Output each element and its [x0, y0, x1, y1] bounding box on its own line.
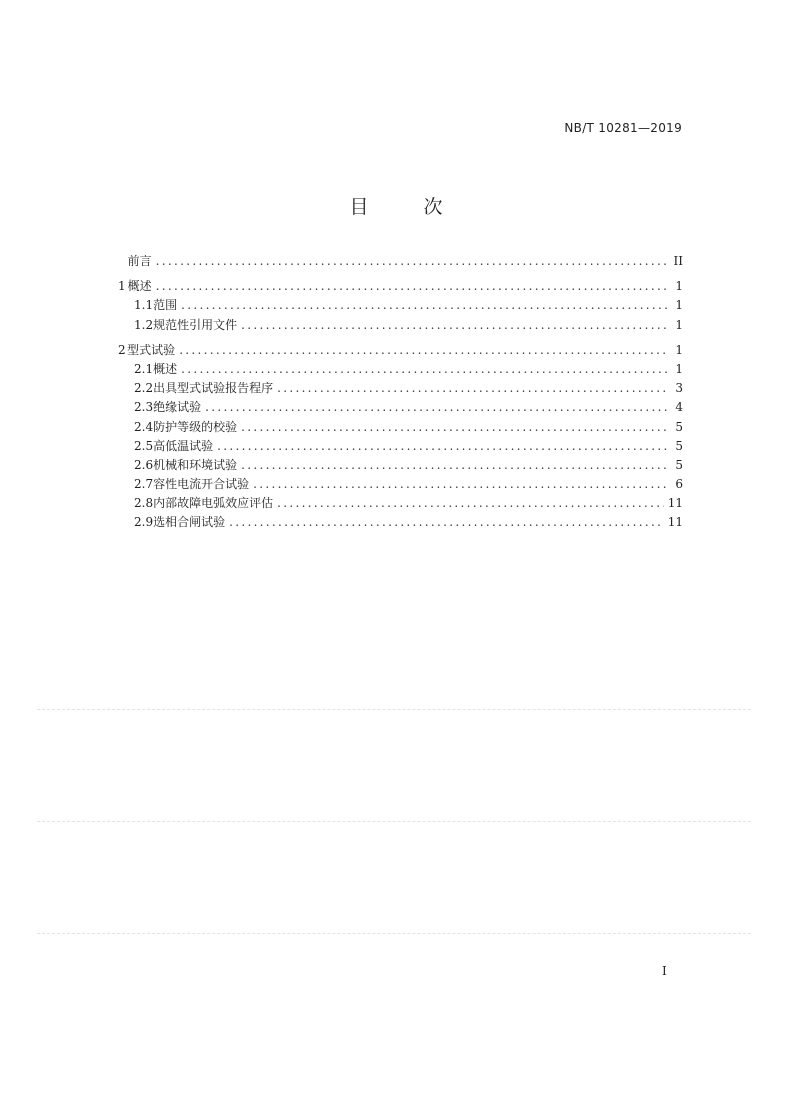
table-of-contents	[118, 252, 683, 533]
toc-entry[interactable]	[118, 398, 683, 417]
toc-entry-label: 规范性引用文件	[153, 317, 238, 332]
toc-entry-page: 6	[675, 477, 683, 492]
page-title: 目 次	[349, 196, 461, 218]
toc-leader-dots	[241, 318, 669, 332]
page-number: I	[662, 964, 667, 978]
toc-entry-page: 1	[675, 298, 683, 313]
toc-entry-page: 11	[667, 496, 683, 511]
toc-entry-label: 概述	[127, 279, 152, 294]
toc-leader-dots	[241, 458, 669, 472]
toc-leader-dots	[217, 439, 669, 453]
toc-entry[interactable]	[118, 277, 683, 296]
toc-entry-page: II	[673, 254, 683, 268]
toc-entry[interactable]	[118, 475, 683, 494]
toc-entry-page: 1	[675, 279, 683, 294]
toc-entry-label: 高低温试验	[153, 438, 214, 453]
toc-entry-number: 2.6	[134, 457, 154, 472]
standard-code: NB/T 10281—2019	[564, 121, 682, 135]
toc-entry-page: 5	[675, 419, 683, 434]
toc-entry-page: 5	[675, 457, 683, 472]
toc-leader-dots	[181, 362, 669, 376]
toc-entry-label: 绝缘试验	[153, 400, 202, 415]
toc-entry-number: 1.1	[134, 298, 154, 313]
page-divider	[37, 933, 751, 934]
toc-leader-dots	[241, 420, 669, 434]
toc-entry[interactable]	[118, 379, 683, 398]
toc-entry-label: 前言	[127, 254, 152, 268]
toc-entry-label: 防护等级的校验	[153, 419, 238, 434]
toc-entry-number: 2.1	[134, 361, 154, 376]
toc-entry[interactable]	[118, 456, 683, 475]
toc-entry-label: 型式试验	[127, 342, 176, 357]
toc-entry[interactable]	[118, 513, 683, 532]
toc-entry-number: 2.4	[134, 419, 154, 434]
toc-entry[interactable]	[118, 418, 683, 437]
toc-entry-page: 4	[675, 400, 683, 415]
toc-entry-page: 1	[675, 342, 683, 357]
toc-entry-number: 2.3	[134, 400, 154, 415]
toc-entry-number: 2	[118, 342, 126, 357]
toc-entry[interactable]	[118, 360, 683, 379]
toc-entry[interactable]	[118, 494, 683, 513]
toc-entry-number: 2.8	[134, 496, 154, 511]
toc-leader-dots	[229, 515, 664, 529]
toc-entry-label: 范围	[153, 298, 178, 313]
toc-leader-dots	[156, 254, 669, 268]
toc-leader-dots	[277, 496, 664, 510]
toc-entry-page: 5	[675, 438, 683, 453]
toc-entry-label: 出具型式试验报告程序	[153, 381, 274, 396]
toc-entry[interactable]	[118, 316, 683, 335]
page-divider	[37, 709, 751, 710]
toc-entry-number: 2.9	[134, 515, 154, 530]
toc-entry[interactable]	[118, 296, 683, 315]
toc-leader-dots	[253, 477, 669, 491]
toc-leader-dots	[181, 298, 669, 312]
toc-entry[interactable]	[118, 341, 683, 360]
toc-leader-dots	[277, 381, 669, 395]
toc-entry-label: 机械和环境试验	[153, 457, 238, 472]
toc-entry-page: 11	[667, 515, 683, 530]
toc-entry[interactable]	[118, 252, 683, 271]
toc-entry-label: 容性电流开合试验	[153, 477, 250, 492]
page-divider	[37, 821, 751, 822]
toc-entry-page: 1	[675, 361, 683, 376]
toc-entry-number: 1	[118, 279, 126, 294]
toc-entry-label: 概述	[153, 361, 178, 376]
toc-entry-label: 内部故障电弧效应评估	[153, 496, 274, 511]
toc-leader-dots	[205, 400, 669, 414]
toc-entry-number: 2.5	[134, 438, 154, 453]
toc-entry-page: 1	[675, 317, 683, 332]
toc-entry-page: 3	[675, 381, 683, 396]
toc-entry-number: 2.2	[134, 381, 154, 396]
toc-leader-dots	[179, 343, 669, 357]
toc-leader-dots	[156, 279, 669, 293]
toc-entry-number: 2.7	[134, 477, 154, 492]
toc-entry-number: 1.2	[134, 317, 154, 332]
toc-entry[interactable]	[118, 437, 683, 456]
toc-entry-label: 选相合闸试验	[153, 515, 226, 530]
